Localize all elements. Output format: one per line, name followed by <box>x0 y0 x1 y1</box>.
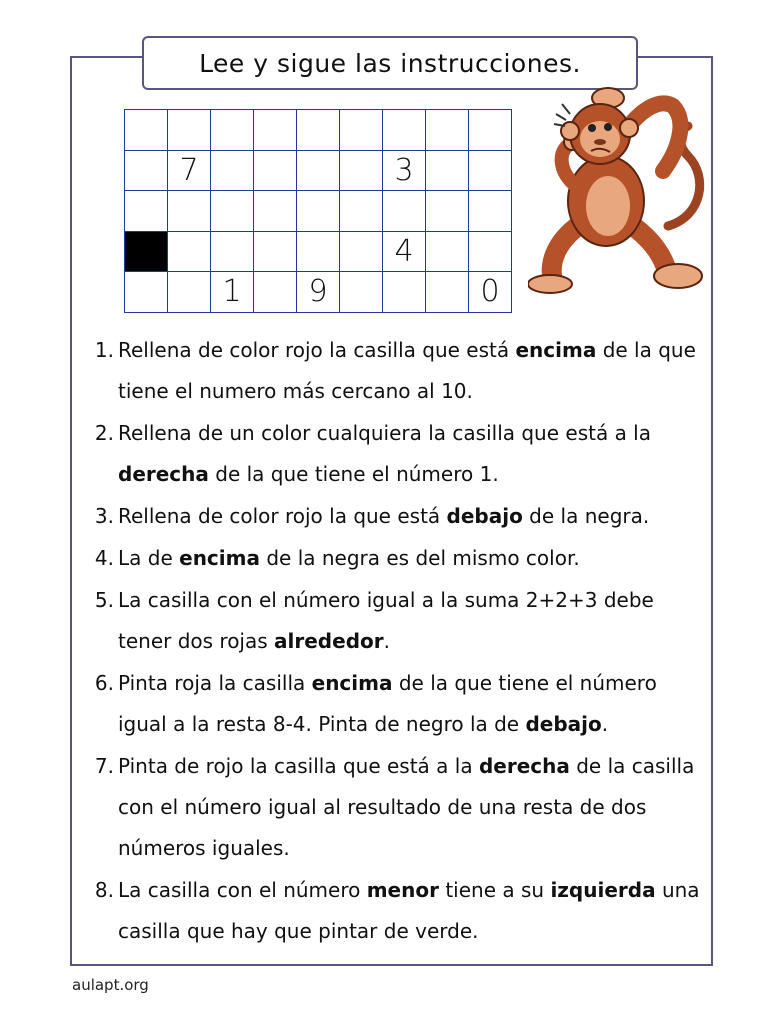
grid-cell[interactable] <box>297 191 340 232</box>
instruction-text: de la que tiene el numero más cercano al 10. <box>118 338 696 403</box>
grid-cell[interactable] <box>168 232 211 273</box>
instruction-text: Pinta de rojo la casilla que está a la <box>118 754 479 778</box>
grid-cell[interactable]: 0 <box>469 272 512 313</box>
instruction-text: una casilla que hay que pintar de verde. <box>118 878 700 943</box>
instruction-text: La casilla con el número igual a la suma 2+2+3 debe tener dos rojas <box>118 588 654 653</box>
instruction-text: Pinta roja la casilla <box>118 671 312 695</box>
footer-source: aulapt.org <box>72 976 149 994</box>
title-text: Lee y sigue las instrucciones. <box>199 48 581 78</box>
grid-cell[interactable] <box>426 151 469 192</box>
grid-cell[interactable] <box>340 191 383 232</box>
instruction-list <box>88 330 708 953</box>
grid-cell[interactable] <box>426 232 469 273</box>
grid-cell[interactable] <box>254 272 297 313</box>
grid-cell[interactable]: 4 <box>383 232 426 273</box>
instruction-text: Rellena de color rojo la casilla que está <box>118 338 516 362</box>
grid-cell[interactable] <box>254 232 297 273</box>
grid-cell[interactable] <box>211 151 254 192</box>
grid-cell[interactable] <box>125 232 168 273</box>
instruction-text: Rellena de color rojo la que está <box>118 504 447 528</box>
grid-cell[interactable] <box>125 110 168 151</box>
instruction-keyword: menor <box>366 878 439 902</box>
grid-cell[interactable]: 3 <box>383 151 426 192</box>
instruction-text: de la que tiene el número 1. <box>208 462 499 486</box>
grid-cell[interactable] <box>168 110 211 151</box>
instruction-number: 2. <box>94 421 114 445</box>
instruction-number: 4. <box>94 546 114 570</box>
instruction-item <box>88 580 708 662</box>
instruction-text: . <box>383 629 390 653</box>
instruction-item <box>88 663 708 745</box>
grid-cell[interactable] <box>297 232 340 273</box>
instruction-text: de la negra. <box>522 504 650 528</box>
instruction-item <box>88 413 708 495</box>
instruction-text: de la casilla con el número igual al resultado de una resta de dos números iguales. <box>118 754 695 860</box>
grid-cell[interactable] <box>297 151 340 192</box>
grid-cell[interactable] <box>211 110 254 151</box>
grid-cell[interactable]: 7 <box>168 151 211 192</box>
grid-cell[interactable] <box>254 151 297 192</box>
instruction-number: 7. <box>94 754 114 778</box>
instruction-keyword: debajo <box>525 712 602 736</box>
grid-cell[interactable] <box>469 110 512 151</box>
grid-cell[interactable] <box>469 151 512 192</box>
grid-cell[interactable] <box>254 191 297 232</box>
instruction-number: 1. <box>94 338 114 362</box>
instruction-keyword: encima <box>179 546 260 570</box>
grid-cell[interactable] <box>168 272 211 313</box>
grid-cell[interactable]: 9 <box>297 272 340 313</box>
instruction-text: tiene a su <box>438 878 551 902</box>
instruction-item <box>88 538 708 579</box>
grid-cell[interactable] <box>125 191 168 232</box>
grid-cell[interactable] <box>426 191 469 232</box>
grid-cell[interactable] <box>426 110 469 151</box>
grid-cell[interactable] <box>469 232 512 273</box>
instruction-text: de la negra es del mismo color. <box>259 546 580 570</box>
instruction-keyword: debajo <box>446 504 523 528</box>
instruction-number: 3. <box>94 504 114 528</box>
grid-cell[interactable] <box>340 151 383 192</box>
grid-cell[interactable] <box>426 272 469 313</box>
instruction-number: 8. <box>94 878 114 902</box>
grid-cell[interactable] <box>383 110 426 151</box>
instruction-item <box>88 330 708 412</box>
grid-cell[interactable] <box>211 232 254 273</box>
grid-cell[interactable] <box>340 232 383 273</box>
grid-cell[interactable] <box>340 272 383 313</box>
instruction-text: La casilla con el número <box>118 878 367 902</box>
thinking-monkey-icon <box>528 76 710 298</box>
instruction-number: 5. <box>94 588 114 612</box>
instruction-text: Rellena de un color cualquiera la casilla que está a la <box>118 421 651 445</box>
instruction-number: 6. <box>94 671 114 695</box>
grid-cell[interactable] <box>340 110 383 151</box>
grid-cell[interactable] <box>211 191 254 232</box>
grid-cell[interactable] <box>383 272 426 313</box>
grid-cell[interactable] <box>297 110 340 151</box>
grid-cell[interactable] <box>254 110 297 151</box>
grid-cell[interactable] <box>125 151 168 192</box>
instruction-keyword: encima <box>311 671 393 695</box>
instruction-item <box>88 496 708 537</box>
grid-cell[interactable] <box>125 272 168 313</box>
grid-cell[interactable] <box>383 191 426 232</box>
instruction-item <box>88 870 708 952</box>
instruction-keyword: encima <box>515 338 597 362</box>
grid-cell[interactable]: 1 <box>211 272 254 313</box>
grid-cell[interactable] <box>168 191 211 232</box>
instruction-keyword: derecha <box>478 754 570 778</box>
instruction-keyword: alrededor <box>274 629 384 653</box>
instruction-text: de la que tiene el número igual a la resta 8-4. Pinta de negro la de <box>118 671 657 736</box>
instruction-keyword: derecha <box>118 462 209 486</box>
grid-cell[interactable] <box>469 191 512 232</box>
instruction-item <box>88 746 708 869</box>
number-grid <box>124 109 512 313</box>
instruction-text: . <box>601 712 609 736</box>
instruction-text: La de <box>118 546 180 570</box>
instruction-keyword: izquierda <box>550 878 656 902</box>
